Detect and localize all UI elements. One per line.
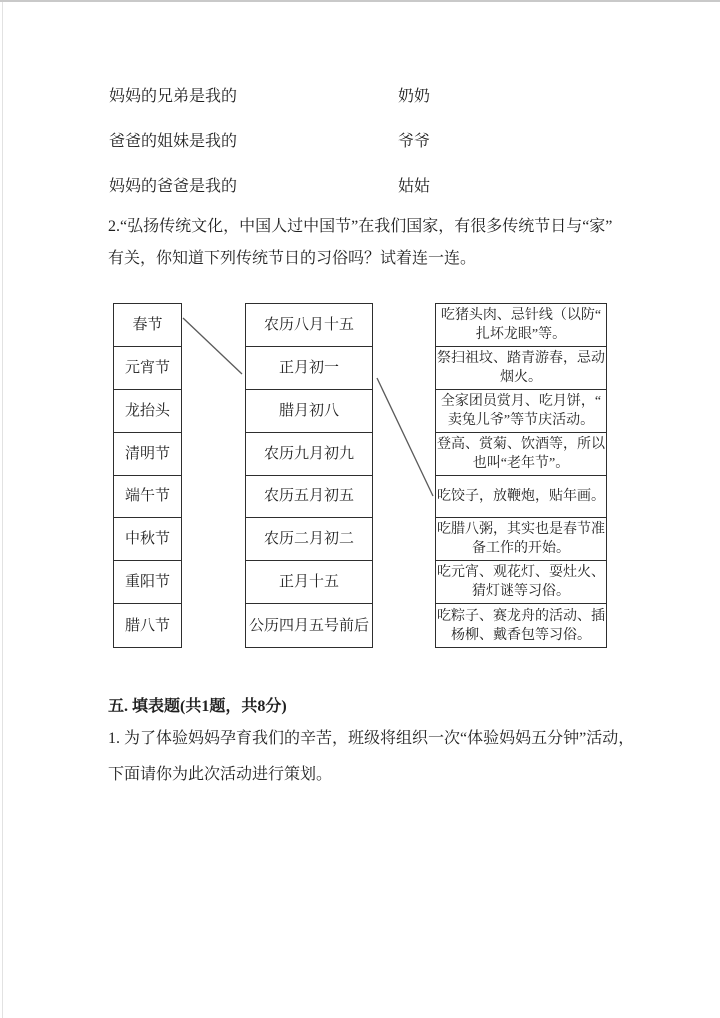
- date-cell: 农历二月初二: [246, 518, 372, 561]
- festival-cell: 龙抬头: [114, 390, 181, 433]
- festival-cell: 元宵节: [114, 347, 181, 390]
- section-five-heading: 五. 填表题(共1题，共8分): [108, 698, 287, 715]
- connection-line-chunjie-to-zhengyuechuyi: [183, 318, 242, 374]
- family-right-term: 奶奶: [398, 88, 431, 105]
- festival-cell: 清明节: [114, 433, 181, 476]
- festival-custom-column: [435, 303, 607, 648]
- custom-cell: 吃饺子，放鞭炮，贴年画。: [436, 476, 606, 519]
- family-left-phrase: 妈妈的兄弟是我的: [109, 88, 238, 105]
- festival-cell: 腊八节: [124, 617, 170, 634]
- custom-cell: 全家团员赏月、吃月饼，“卖兔儿爷”等节庆活动。: [436, 390, 606, 433]
- festival-cell: 春节: [114, 304, 181, 347]
- page-top-edge: [0, 0, 720, 2]
- family-right-term: 姑姑: [398, 178, 431, 195]
- date-cell: 农历八月十五: [246, 304, 372, 347]
- family-left-phrase: 爸爸的姐妹是我的: [109, 133, 238, 150]
- custom-cell: 登高、赏菊、饮酒等，所以也叫“老年节”。: [436, 433, 606, 476]
- section-five-question1-line1: 1. 为了体验妈妈孕育我们的辛苦，班级将组织一次“体验妈妈五分钟”活动，: [108, 730, 635, 747]
- custom-cell: 吃元宵、观花灯、耍灶火、猜灯谜等习俗。: [436, 561, 606, 604]
- festival-name-column: [113, 303, 182, 648]
- date-cell: 腊月初八: [246, 390, 372, 433]
- custom-cell: 吃腊八粥，其实也是春节准备工作的开始。: [436, 518, 606, 561]
- festival-date-column: [245, 303, 373, 648]
- festival-cell: 中秋节: [114, 518, 181, 561]
- page-left-edge: [2, 2, 3, 1018]
- connection-line-zhengyuechuyi-to-jiaozi: [377, 378, 433, 496]
- date-cell: 农历九月初九: [246, 433, 372, 476]
- question2-line2: 有关，你知道下列传统节日的习俗吗？试着连一连。: [108, 250, 477, 267]
- date-cell: 正月初一: [246, 347, 372, 390]
- family-left-phrase: 妈妈的爸爸是我的: [109, 178, 238, 195]
- festival-cell: 重阳节: [114, 561, 181, 604]
- festival-cell: 端午节: [114, 476, 181, 519]
- date-cell: 正月十五: [246, 561, 372, 604]
- custom-cell: 祭扫祖坟、踏青游春，忌动烟火。: [436, 347, 606, 390]
- date-cell: 农历五月初五: [246, 476, 372, 519]
- question2-line1: 2.“弘扬传统文化，中国人过中国节”在我们国家，有很多传统节日与“家”: [108, 218, 613, 235]
- custom-cell: 吃猪头肉、忌针线（以防“扎坏龙眼”等。: [436, 304, 606, 347]
- custom-cell: 吃粽子、赛龙舟的活动、插杨柳、戴香包等习俗。: [437, 608, 605, 643]
- family-right-term: 爷爷: [398, 133, 431, 150]
- date-cell: 公历四月五号前后: [248, 617, 369, 634]
- section-five-question1-line2: 下面请你为此次活动进行策划。: [108, 766, 333, 783]
